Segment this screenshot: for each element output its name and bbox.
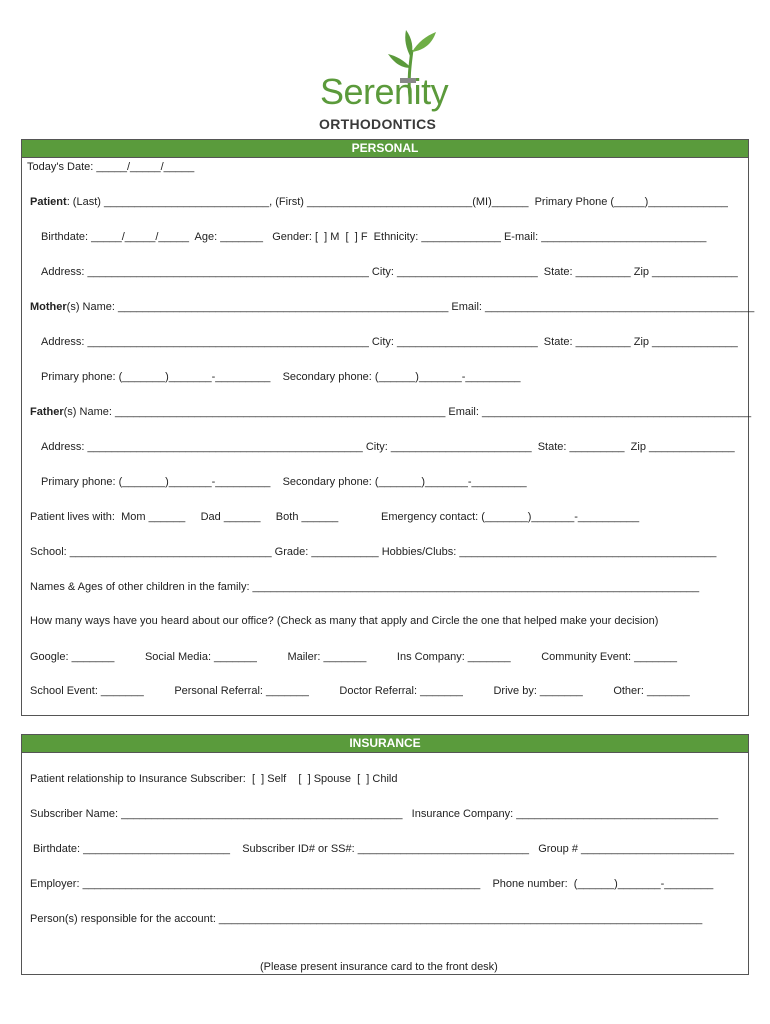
responsible-person-field[interactable]: Person(s) responsible for the account: _______________________________________________________________________________	[30, 913, 703, 925]
logo-subtitle: ORTHODONTICS	[319, 116, 437, 132]
todays-date-field[interactable]: Today's Date: _____/_____/_____	[27, 161, 195, 173]
logo-wordmark: Serenity	[320, 71, 449, 112]
personal-section	[21, 139, 749, 716]
father-name-blanks: (s) Name: ______________________________________________________ Email: ____________________________________________	[63, 406, 752, 418]
patient-name-field[interactable]	[30, 195, 728, 209]
father-name-field[interactable]	[30, 405, 751, 419]
referral-sources-row-2[interactable]: School Event: _______ Personal Referral: _______ Doctor Referral: _______ Drive by: _______ Other: _______	[30, 685, 690, 697]
subscriber-birthdate-field[interactable]: Birthdate: ________________________ Subscriber ID# or SS#: ____________________________ Group # _________________________	[33, 843, 734, 855]
father-address-field[interactable]: Address: _____________________________________________ City: _______________________ State: _________ Zip ______________	[41, 441, 735, 453]
siblings-field[interactable]: Names & Ages of other children in the family: _________________________________________________________________________	[30, 581, 700, 593]
mother-address-field[interactable]: Address: ______________________________________________ City: _______________________ State: _________ Zip ______________	[41, 336, 738, 348]
personal-section-header: PERSONAL	[22, 140, 748, 158]
patient-address-field[interactable]: Address: ______________________________________________ City: _______________________ State: _________ Zip ______________	[41, 266, 738, 278]
referral-question: How many ways have you heard about our office? (Check as many that apply and Circle the one that helped make your decision)	[30, 615, 659, 627]
subscriber-name-field[interactable]: Subscriber Name: ______________________________________________ Insurance Company: _________________________________	[30, 808, 719, 820]
mother-name-field[interactable]	[30, 300, 754, 314]
school-field[interactable]: School: _________________________________ Grade: ___________ Hobbies/Clubs: __________________________________________	[30, 546, 717, 558]
patient-birthdate-field[interactable]: Birthdate: _____/_____/_____ Age: _______ Gender: [ ] M [ ] F Ethnicity: _____________ E-mail: ___________________________	[41, 231, 707, 243]
employer-field[interactable]: Employer: _________________________________________________________________ Phone number: (______)_______-________	[30, 878, 714, 890]
insurance-card-note: (Please present insurance card to the front desk)	[260, 961, 498, 973]
patient-name-blanks: : (Last) ___________________________, (First) ___________________________(MI)______ Primary Phone (_____)_____________	[66, 196, 728, 208]
mother-phone-field[interactable]: Primary phone: (_______)_______-_________ Secondary phone: (______)_______-_________	[41, 371, 521, 383]
lives-with-field[interactable]: Patient lives with: Mom ______ Dad ______ Both ______ Emergency contact: (_______)_______-__________	[30, 511, 640, 523]
insurance-relationship-field[interactable]: Patient relationship to Insurance Subscriber: [ ] Self [ ] Spouse [ ] Child	[30, 773, 398, 785]
patient-label: Patient	[30, 196, 67, 208]
clinic-logo	[300, 20, 470, 132]
mother-label: Mother	[30, 301, 67, 313]
mother-name-blanks: (s) Name: ______________________________________________________ Email: ____________________________________________	[66, 301, 755, 313]
referral-sources-row-1[interactable]: Google: _______ Social Media: _______ Mailer: _______ Ins Company: _______ Community Event: _______	[30, 651, 677, 663]
father-label: Father	[30, 406, 64, 418]
father-phone-field[interactable]: Primary phone: (_______)_______-_________ Secondary phone: (_______)_______-_________	[41, 476, 527, 488]
insurance-section-header: INSURANCE	[22, 735, 748, 753]
